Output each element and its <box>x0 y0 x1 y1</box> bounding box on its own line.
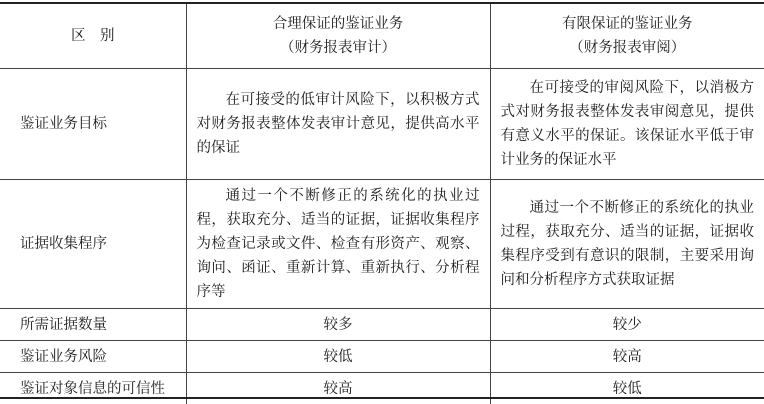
header-distinction-label: 区 别 <box>71 28 115 44</box>
row-label: 证据收集程序 <box>0 180 186 309</box>
header-reasonable-assurance <box>186 4 490 69</box>
header-limited-title: 有限保证的鉴证业务 <box>501 12 755 36</box>
cell-reasonable: 通过一个不断修正的系统化的执业过程，获取充分、适当的证据，证据收集程序为检查记录或文件、检查有形资产、观察、询问、函证、重新计算、重新执行、分析程序等 <box>186 180 490 309</box>
comparison-table <box>0 4 764 404</box>
table-row <box>0 180 764 309</box>
cell-reasonable: 在可接受的低审计风险下，以积极方式对财务报表整体发表审计意见，提供高水平的保证 <box>186 69 490 180</box>
header-limited-assurance <box>490 4 764 69</box>
cell-reasonable: 较多 <box>186 309 490 341</box>
cell-limited: 较低 <box>490 373 764 404</box>
cell-reasonable: 较高 <box>186 373 490 404</box>
row-label: 鉴证业务目标 <box>0 69 186 180</box>
table-row <box>0 309 764 341</box>
cell-limited: 在可接受的审阅风险下，以消极方式对财务报表整体发表审阅意见，提供有意义水平的保证。该保证水平低于审计业务的保证水平 <box>490 69 764 180</box>
row-label: 鉴证对象信息的可信性 <box>0 373 186 404</box>
table-row <box>0 373 764 404</box>
table-row <box>0 69 764 180</box>
table-bottom-rule <box>0 397 764 399</box>
cell-reasonable: 较低 <box>186 341 490 373</box>
row-label: 所需证据数量 <box>0 309 186 341</box>
header-limited-subtitle: （财务报表审阅） <box>501 36 755 60</box>
header-distinction <box>0 4 186 69</box>
cell-limited: 通过一个不断修正的系统化的执业过程，获取充分、适当的证据，证据收集程序受到有意识的限制，主要采用询问和分析程序方式获取证据 <box>490 180 764 309</box>
header-reasonable-subtitle: （财务报表审计） <box>197 36 480 60</box>
row-label: 鉴证业务风险 <box>0 341 186 373</box>
table-header-row <box>0 4 764 69</box>
table-row <box>0 341 764 373</box>
cell-limited: 较少 <box>490 309 764 341</box>
header-reasonable-title: 合理保证的鉴证业务 <box>197 12 480 36</box>
cell-limited: 较高 <box>490 341 764 373</box>
